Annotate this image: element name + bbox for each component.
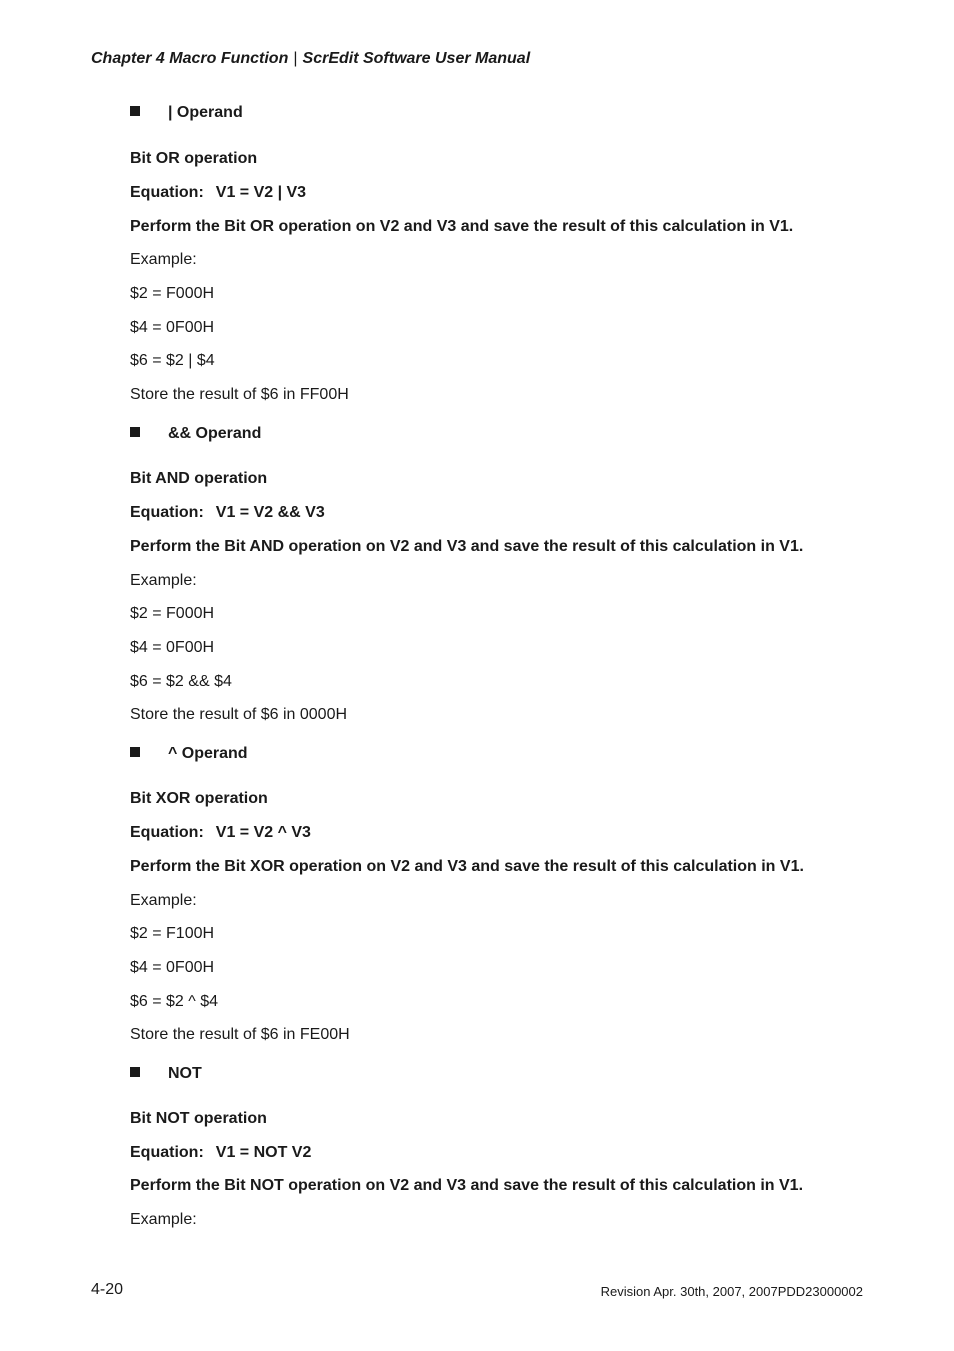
section-description: Perform the Bit XOR operation on V2 and V3 and save the result of this calculation in V1. [130, 858, 804, 875]
equation [130, 824, 311, 842]
section-title-text: && Operand [168, 425, 262, 442]
square-bullet-icon [130, 1067, 140, 1077]
section-title-text: ^ Operand [168, 745, 248, 762]
chapter-title: Chapter 4 Macro Function [91, 50, 289, 67]
example-label: Example: [130, 251, 197, 268]
equation-text: V1 = V2 ^ V3 [215, 824, 311, 841]
equation-label: Equation: [130, 504, 204, 521]
example-line: $2 = F000H [130, 285, 215, 302]
page-number: 4-20 [91, 1281, 124, 1298]
header-separator: | [293, 50, 298, 67]
example-line: Store the result of $6 in FE00H [130, 1026, 350, 1043]
example-line: $4 = 0F00H [130, 639, 215, 656]
equation [130, 184, 306, 202]
example-line: $4 = 0F00H [130, 319, 215, 336]
square-bullet-icon [130, 747, 140, 757]
section-description: Perform the Bit OR operation on V2 and V3 and save the result of this calculation in V1. [130, 218, 794, 235]
example-line: Store the result of $6 in FF00H [130, 386, 349, 403]
example-line: $6 = $2 ^ $4 [130, 993, 219, 1010]
section-title [130, 745, 248, 763]
section-description: Perform the Bit NOT operation on V2 and V3 and save the result of this calculation in V1. [130, 1177, 804, 1194]
manual-title: ScrEdit Software User Manual [302, 50, 531, 67]
page-header [91, 50, 530, 68]
section-title-text: NOT [168, 1065, 202, 1082]
example-label: Example: [130, 892, 197, 909]
equation-label: Equation: [130, 1144, 204, 1161]
section-subtitle: Bit AND operation [130, 470, 268, 487]
square-bullet-icon [130, 427, 140, 437]
equation [130, 1144, 311, 1162]
equation-label: Equation: [130, 184, 204, 201]
equation-text: V1 = V2 | V3 [215, 184, 307, 201]
example-line: $6 = $2 && $4 [130, 673, 232, 690]
section-title [130, 104, 243, 122]
section-subtitle: Bit OR operation [130, 150, 258, 167]
section-title [130, 1065, 202, 1083]
section-description: Perform the Bit AND operation on V2 and V3 and save the result of this calculation in V1. [130, 538, 804, 555]
section-subtitle: Bit NOT operation [130, 1110, 267, 1127]
example-line: $2 = F000H [130, 605, 215, 622]
example-label: Example: [130, 1211, 197, 1228]
example-line: $2 = F100H [130, 925, 215, 942]
section-subtitle: Bit XOR operation [130, 790, 268, 807]
equation-text: V1 = NOT V2 [215, 1144, 312, 1161]
equation-label: Equation: [130, 824, 204, 841]
example-label: Example: [130, 572, 197, 589]
section-title [130, 425, 261, 443]
revision-info: Revision Apr. 30th, 2007, 2007PDD23000002 [600, 1284, 863, 1299]
square-bullet-icon [130, 106, 140, 116]
equation [130, 504, 325, 522]
section-title-text: | Operand [168, 104, 243, 121]
equation-text: V1 = V2 && V3 [215, 504, 325, 521]
example-line: $4 = 0F00H [130, 959, 215, 976]
example-line: $6 = $2 | $4 [130, 352, 215, 369]
example-line: Store the result of $6 in 0000H [130, 706, 348, 723]
